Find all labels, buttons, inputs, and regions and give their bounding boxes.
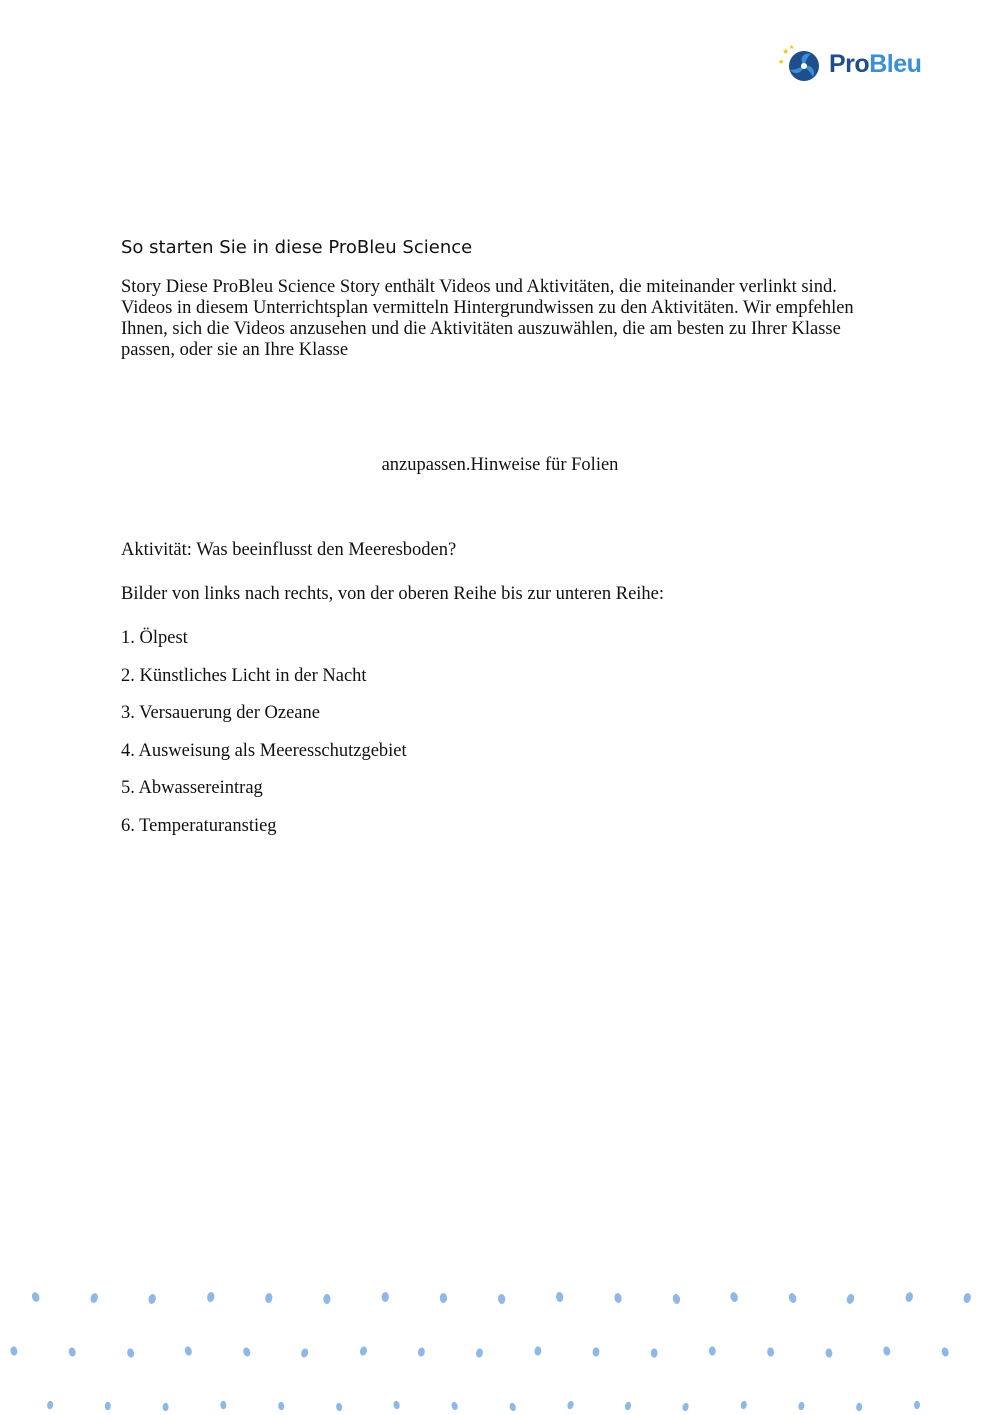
drop-icon bbox=[184, 1346, 193, 1357]
drop-icon bbox=[740, 1400, 747, 1409]
drop-icon bbox=[614, 1292, 623, 1303]
drop-icon bbox=[592, 1347, 599, 1357]
drop-icon bbox=[323, 1294, 331, 1305]
logo-text-bleu: Bleu bbox=[869, 50, 922, 78]
drop-icon bbox=[31, 1291, 41, 1303]
decorative-drop-pattern bbox=[0, 1280, 1000, 1415]
drop-icon bbox=[451, 1401, 459, 1411]
drop-icon bbox=[963, 1292, 972, 1303]
drop-icon bbox=[265, 1293, 274, 1304]
drop-icon bbox=[534, 1346, 542, 1356]
drop-icon bbox=[709, 1346, 716, 1356]
drop-icon bbox=[440, 1293, 447, 1303]
drop-icon bbox=[359, 1346, 368, 1357]
drop-icon bbox=[672, 1293, 681, 1304]
list-item: 2. Künstliches Licht in der Nacht bbox=[121, 665, 367, 686]
drop-icon bbox=[825, 1348, 833, 1358]
logo-text-pro: Pro bbox=[829, 50, 870, 78]
pictures-instructions: Bilder von links nach rechts, von der oberen Reihe bis zur unteren Reihe: bbox=[121, 584, 665, 604]
drop-icon bbox=[242, 1347, 251, 1358]
intro-paragraph: Story Diese ProBleu Science Story enthält Videos und Aktivitäten, die miteinander verlinkt sind. Videos in diesem Unterrichtsplan vermitteln Hintergrundwissen zu den Aktivitäten. Wir empfehlen Ihnen, sich die Videos anzusehen und die Aktivitäten auszuwählen, die am besten zu Ihrer Klasse passen, oder sie an Ihre Klasse bbox=[121, 277, 854, 360]
probleu-logo bbox=[778, 44, 928, 86]
drop-icon bbox=[846, 1293, 856, 1305]
drop-icon bbox=[47, 1401, 54, 1410]
impact-list bbox=[121, 627, 407, 853]
list-item: 1. Ölpest bbox=[121, 628, 188, 648]
drop-icon bbox=[336, 1402, 343, 1411]
drop-icon bbox=[856, 1403, 863, 1412]
drop-icon bbox=[393, 1400, 401, 1409]
drop-icon bbox=[767, 1347, 775, 1357]
list-item: 3. Versauerung der Ozeane bbox=[121, 703, 320, 724]
drop-icon bbox=[941, 1347, 950, 1358]
drop-icon bbox=[498, 1294, 506, 1304]
drop-icon bbox=[220, 1401, 226, 1410]
section-heading: So starten Sie in diese ProBleu Science bbox=[121, 237, 473, 258]
centered-line: anzupassen.Hinweise für Folien bbox=[381, 455, 619, 475]
drop-icon bbox=[914, 1401, 920, 1410]
drop-icon bbox=[206, 1291, 215, 1302]
list-item: 6. Temperaturanstieg bbox=[121, 815, 277, 836]
drop-icon bbox=[904, 1291, 914, 1303]
drop-icon bbox=[566, 1400, 574, 1410]
drop-icon bbox=[624, 1401, 632, 1411]
drop-icon bbox=[300, 1348, 309, 1359]
drop-icon bbox=[509, 1402, 517, 1412]
drop-icon bbox=[798, 1401, 805, 1410]
activity-title: Aktivität: Was beeinflusst den Meeresboden? bbox=[121, 540, 457, 560]
svg-text:★: ★ bbox=[789, 44, 795, 51]
drop-icon bbox=[381, 1292, 389, 1302]
drop-icon bbox=[729, 1291, 739, 1303]
svg-text:★: ★ bbox=[782, 47, 790, 56]
drop-icon bbox=[883, 1346, 892, 1356]
drop-icon bbox=[475, 1348, 483, 1358]
drop-icon bbox=[651, 1348, 658, 1357]
logo-wordmark bbox=[829, 49, 921, 79]
drop-icon bbox=[147, 1293, 156, 1304]
drop-icon bbox=[10, 1346, 18, 1356]
drop-icon bbox=[126, 1348, 135, 1358]
probleu-swirl-icon bbox=[778, 44, 824, 86]
list-item: 4. Ausweisung als Meeresschutzgebiet bbox=[121, 740, 407, 761]
list-item: 5. Abwassereintrag bbox=[121, 778, 263, 799]
drop-icon bbox=[163, 1403, 169, 1411]
drop-icon bbox=[417, 1347, 426, 1357]
svg-text:★: ★ bbox=[778, 58, 785, 66]
drop-icon bbox=[278, 1402, 285, 1411]
drop-icon bbox=[68, 1347, 76, 1357]
drop-icon bbox=[788, 1292, 798, 1304]
drop-icon bbox=[682, 1402, 690, 1412]
drop-icon bbox=[105, 1402, 111, 1411]
drop-icon bbox=[89, 1292, 99, 1304]
drop-icon bbox=[555, 1292, 563, 1303]
